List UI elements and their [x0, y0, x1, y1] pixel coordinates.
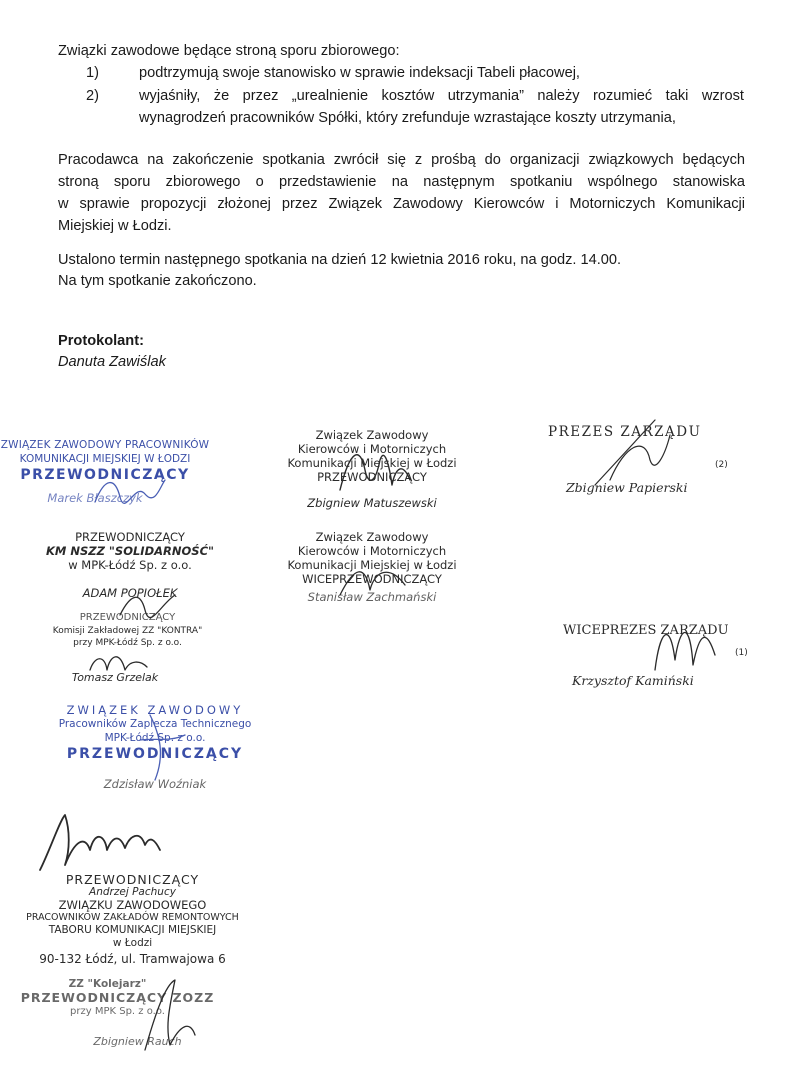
list-item-number: 1) — [86, 65, 99, 81]
stamp-line: Komisji Zakładowej ZZ "KONTRA" — [52, 626, 203, 636]
signatory-name: Marek Błaszczyk — [47, 491, 143, 505]
paragraph-line: Na tym spotkanie zakończono. — [58, 273, 257, 289]
paragraph-line: Pracodawca na zakończenie spotkania zwrócił się z prośbą do organizacji związkowych będących — [58, 152, 745, 168]
signature — [585, 405, 715, 495]
paragraph-line: Miejskiej w Łodzi. — [58, 218, 172, 234]
signatory-name: ADAM POPIOŁEK — [82, 586, 178, 600]
protokolant-label: Protokolant: — [58, 333, 144, 349]
list-item-text: wyjaśniły, że przez „urealnienie kosztów utrzymania” należy rozumieć taki wzrost — [139, 88, 744, 104]
stamp-line: MPK-Łódź Sp. z o.o. — [104, 732, 206, 744]
paragraph-line: w sprawie propozycji złożonej przez Związek Zawodowy Kierowców i Motorniczych Komunikacji — [58, 196, 745, 212]
signatory-name: Zbigniew Papierski — [566, 480, 688, 495]
paragraph-line: Ustalono termin następnego spotkania na dzień 12 kwietnia 2016 roku, na godz. 14.00. — [58, 252, 622, 268]
stamp-line: przy MPK Sp. z o.o. — [70, 1006, 165, 1017]
stamp-line: Kierowców i Motorniczych — [297, 544, 447, 558]
stamp-line: KM NSZZ "SOLIDARNOŚĆ" — [45, 544, 215, 558]
stamp-line: ZWIĄZKU ZAWODOWEGO — [58, 898, 207, 912]
signatory-name: Krzysztof Kamiński — [572, 673, 694, 688]
stamp-line: PRZEWODNICZĄCY — [20, 467, 190, 483]
stamp-line: Związek Zawodowy — [315, 530, 429, 544]
signature — [645, 610, 725, 680]
signatory-name: Zbigniew Matuszewski — [307, 496, 437, 510]
stamp-line: Kierowców i Motorniczych — [297, 442, 447, 456]
stamp-line: Komunikacji Miejskiej w Łodzi — [287, 456, 457, 470]
stamp-line: Komunikacji Miejskiej w Łodzi — [287, 558, 457, 572]
stamp-title: PREZES ZARZĄDU — [548, 424, 702, 440]
intro-line: Związki zawodowe będące stroną sporu zbiorowego: — [58, 43, 400, 59]
stamp-line: PRZEWODNICZĄCY — [65, 872, 200, 887]
signature — [330, 440, 420, 500]
signatory-name: Andrzej Pachucy — [89, 886, 176, 898]
stamp-line: ZZ "Kolejarz" — [68, 978, 147, 990]
stamp-line: PRZEWODNICZĄCY ZOZZ — [20, 990, 215, 1005]
list-item-text-cont: wynagrodzeń pracowników Spółki, który zrefunduje wzrastające koszty utrzymania, — [139, 110, 676, 126]
list-item-number: 2) — [86, 88, 99, 104]
stamp-line: PRACOWNIKÓW ZAKŁADÓW REMONTOWYCH — [26, 912, 239, 923]
paragraph-line: stroną sporu zbiorowego o przedstawienie na następnym spotkaniu wspólnego stanowiska — [58, 174, 745, 190]
stamp-line: 90-132 Łódź, ul. Tramwajowa 6 — [39, 952, 226, 966]
stamp-number: (1) — [735, 648, 748, 658]
signature — [35, 810, 165, 880]
protokolant-name: Danuta Zawiślak — [58, 354, 166, 370]
stamp-line: w MPK-Łódź Sp. z o.o. — [68, 558, 192, 572]
signature — [120, 710, 200, 790]
stamp-line: ZWIĄZEK ZAWODOWY — [66, 703, 244, 717]
signatory-name: Tomasz Grzelak — [71, 671, 159, 684]
stamp-line: KOMUNIKACJI MIEJSKIEJ W ŁODZI — [19, 453, 191, 465]
stamp-line: PRZEWODNICZĄCY — [79, 612, 176, 623]
signature — [85, 645, 155, 685]
stamp-line: PRZEWODNICZĄCY — [317, 470, 427, 484]
signature — [135, 975, 205, 1055]
signatory-name: Zbigniew Rauch — [93, 1035, 182, 1048]
stamp-number: (2) — [715, 460, 728, 470]
stamp-line: Związek Zawodowy — [315, 428, 429, 442]
stamp-line: w Łodzi — [112, 937, 153, 949]
stamp-line: WICEPRZEWODNICZĄCY — [302, 572, 442, 586]
stamp-line: ZWIĄZEK ZAWODOWY PRACOWNIKÓW — [0, 439, 210, 451]
signatory-name: Stanisław Zachmański — [307, 590, 437, 604]
signature — [90, 472, 170, 512]
stamp-line: PRZEWODNICZĄCY — [66, 746, 244, 762]
stamp-line: PRZEWODNICZĄCY — [75, 530, 185, 544]
signature — [335, 555, 415, 605]
stamp-line: Pracowników Zaplecza Technicznego — [58, 718, 252, 730]
stamp-wiceprezes-title: WICEPREZES ZARZĄDU — [563, 623, 729, 638]
stamp-line: przy MPK-Łódź Sp. z o.o. — [73, 638, 182, 648]
stamp-remontowy — [5, 873, 260, 966]
stamp-line: TABORU KOMUNIKACJI MIEJSKIEJ — [48, 924, 217, 936]
list-item-text: podtrzymują swoje stanowisko w sprawie indeksacji Tabeli płacowej, — [139, 65, 580, 81]
signatory-name: Zdzisław Woźniak — [103, 777, 207, 791]
